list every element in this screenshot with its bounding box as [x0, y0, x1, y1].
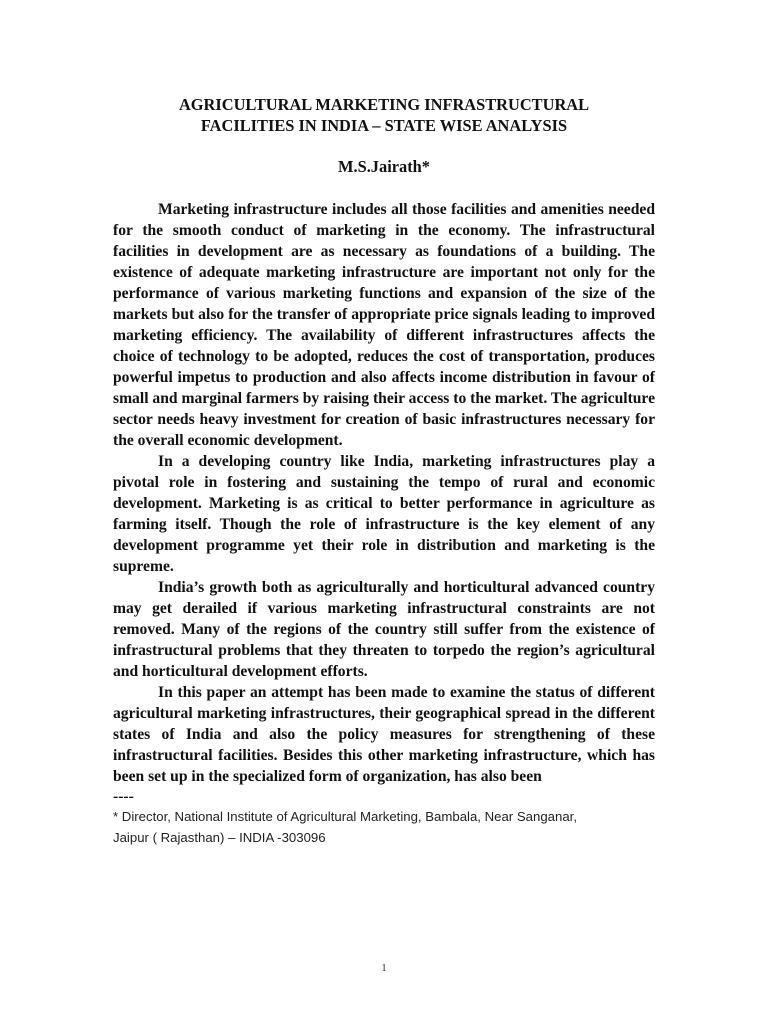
document-page [113, 0, 655, 1024]
footnote [113, 806, 655, 848]
paragraph-1: Marketing infrastructure includes all those facilities and amenities needed for the smooth conduct of marketing in the economy. The infrastructural facilities in development are as necessary as foundations of a building. The existence of adequate marketing infrastructure are important not only for the performance of various marketing functions and expansion of the size of the markets but also for the transfer of appropriate price signals leading to improved marketing efficiency. The availability of different infrastructures affects the choice of technology to be adopted, reduces the cost of transportation, produces powerful impetus to production and also affects income distribution in favour of small and marginal farmers by raising their access to the market. The agriculture sector needs heavy investment for creation of basic infrastructures necessary for the overall economic development. [113, 201, 655, 449]
page-number: 1 [381, 962, 387, 974]
footnote-line-1: * Director, National Institute of Agricultural Marketing, Bambala, Near Sanganar, [113, 809, 577, 824]
author-name: M.S.Jairath* [338, 157, 430, 176]
paragraph-3: India’s growth both as agriculturally and horticultural advanced country may get derailed if various marketing infrastructural constraints are not removed. Many of the regions of the country still suffer from the existence of infrastructural problems that they threaten to torpedo the region’s agricultural and horticultural development efforts. [113, 579, 655, 680]
paper-title [113, 94, 655, 136]
paragraph-2: In a developing country like India, marketing infrastructures play a pivotal role in fostering and sustaining the tempo of rural and economic development. Marketing is as critical to better performance in agriculture as farming itself. Though the role of infrastructure is the key element of any development programme yet their role in distribution and marketing is the supreme. [113, 453, 655, 575]
title-line-2: FACILITIES IN INDIA – STATE WISE ANALYSIS [200, 116, 568, 135]
body-text [113, 199, 655, 848]
footnote-separator: ---- [113, 788, 134, 805]
paragraph-4: In this paper an attempt has been made to examine the status of different agricultural marketing infrastructures, their geographical spread in the different states of India and also the policy measures for strengthening of these infrastructural facilities. Besides this other marketing infrastructure, which has been set up in the specialized form of organization, has also been [113, 684, 655, 785]
footnote-line-2: Jaipur ( Rajasthan) – INDIA -303096 [113, 830, 326, 845]
title-line-1: AGRICULTURAL MARKETING INFRASTRUCTURAL [178, 95, 590, 114]
